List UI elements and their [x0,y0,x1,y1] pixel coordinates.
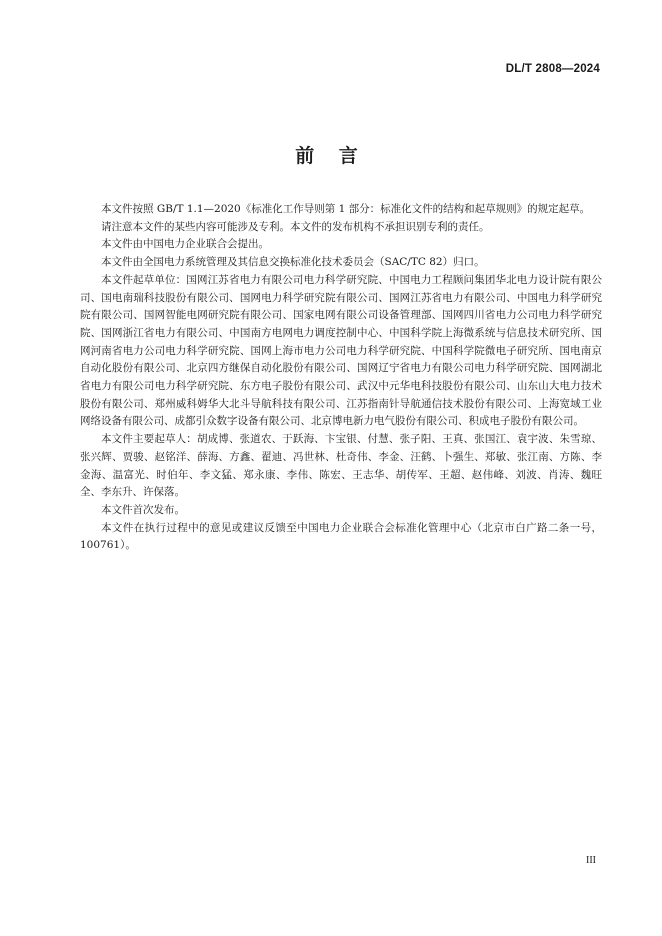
standard-code: DL/T 2808—2024 [505,63,600,75]
page-number: III [586,855,596,866]
paragraph-patent-notice: 请注意本文件的某些内容可能涉及专利。本文件的发布机构不承担识别专利的责任。 [101,220,490,233]
foreword-body [80,201,602,555]
paragraph-proposer: 本文件由中国电力企业联合会提出。 [101,238,269,251]
paragraph-committee: 本文件由全国电力系统管理及其信息交换标准化技术委员会（SAC/TC 82）归口。 [101,256,485,269]
paragraph-drafters: 本文件主要起草人：胡成博、张道农、于跃海、卞宝银、付慧、张子阳、王真、张国江、袁宇波、朱雪琼、张兴辉、贾骏、赵铭洋、薛海、方鑫、翟迪、冯世林、杜奇伟、李金、汪鹤、卜强生、郑敏、张江南、方陈、李金海、温富光、时伯年、李文猛、郑永康、李伟、陈宏、王志华、胡传军、王超、赵伟峰、刘波、肖涛、魏旺全、李东升、许保落。 [80,433,602,499]
paragraph-drafting-rules: 本文件按照 GB/T 1.1—2020《标准化工作导则第 1 部分：标准化文件的结构和起草规则》的规定起草。 [101,203,591,215]
paragraph-drafting-units: 本文件起草单位：国网江苏省电力有限公司电力科学研究院、中国电力工程顾问集团华北电力设计院有限公司、国电南瑞科技股份有限公司、国网电力科学研究院有限公司、国网江苏省电力有限公司、中国电力科学研究院有限公司、国网智能电网研究院有限公司、国家电网有限公司设备管理部、国网四川省电力公司电力科学研究院、国网浙江省电力有限公司、中国南方电网电力调度控制中心、中国科学院上海微系统与信息技术研究所、国网河南省电力公司电力科学研究院、国网上海市电力公司电力科学研究院、中国科学院微电子研究所、国电南京自动化股份有限公司、北京四方继保自动化股份有限公司、国网辽宁省电力有限公司电力科学研究院、国网湖北省电力有限公司电力科学研究院、东方电子股份有限公司、武汉中元华电科技股份有限公司、山东山大电力技术股份有限公司、郑州威科姆华大北斗导航科技有限公司、江苏指南针导航通信技术股份有限公司、上海宽域工业网络设备有限公司、成都引众数字设备有限公司、北京博电新力电气股份有限公司、积成电子股份有限公司。 [80,273,602,428]
paragraph-feedback: 本文件在执行过程中的意见或建议反馈至中国电力企业联合会标准化管理中心（北京市白广路二条一号，100761）。 [80,521,602,552]
page-title: 前 言 [295,145,367,167]
paragraph-first-release: 本文件首次发布。 [101,503,185,516]
